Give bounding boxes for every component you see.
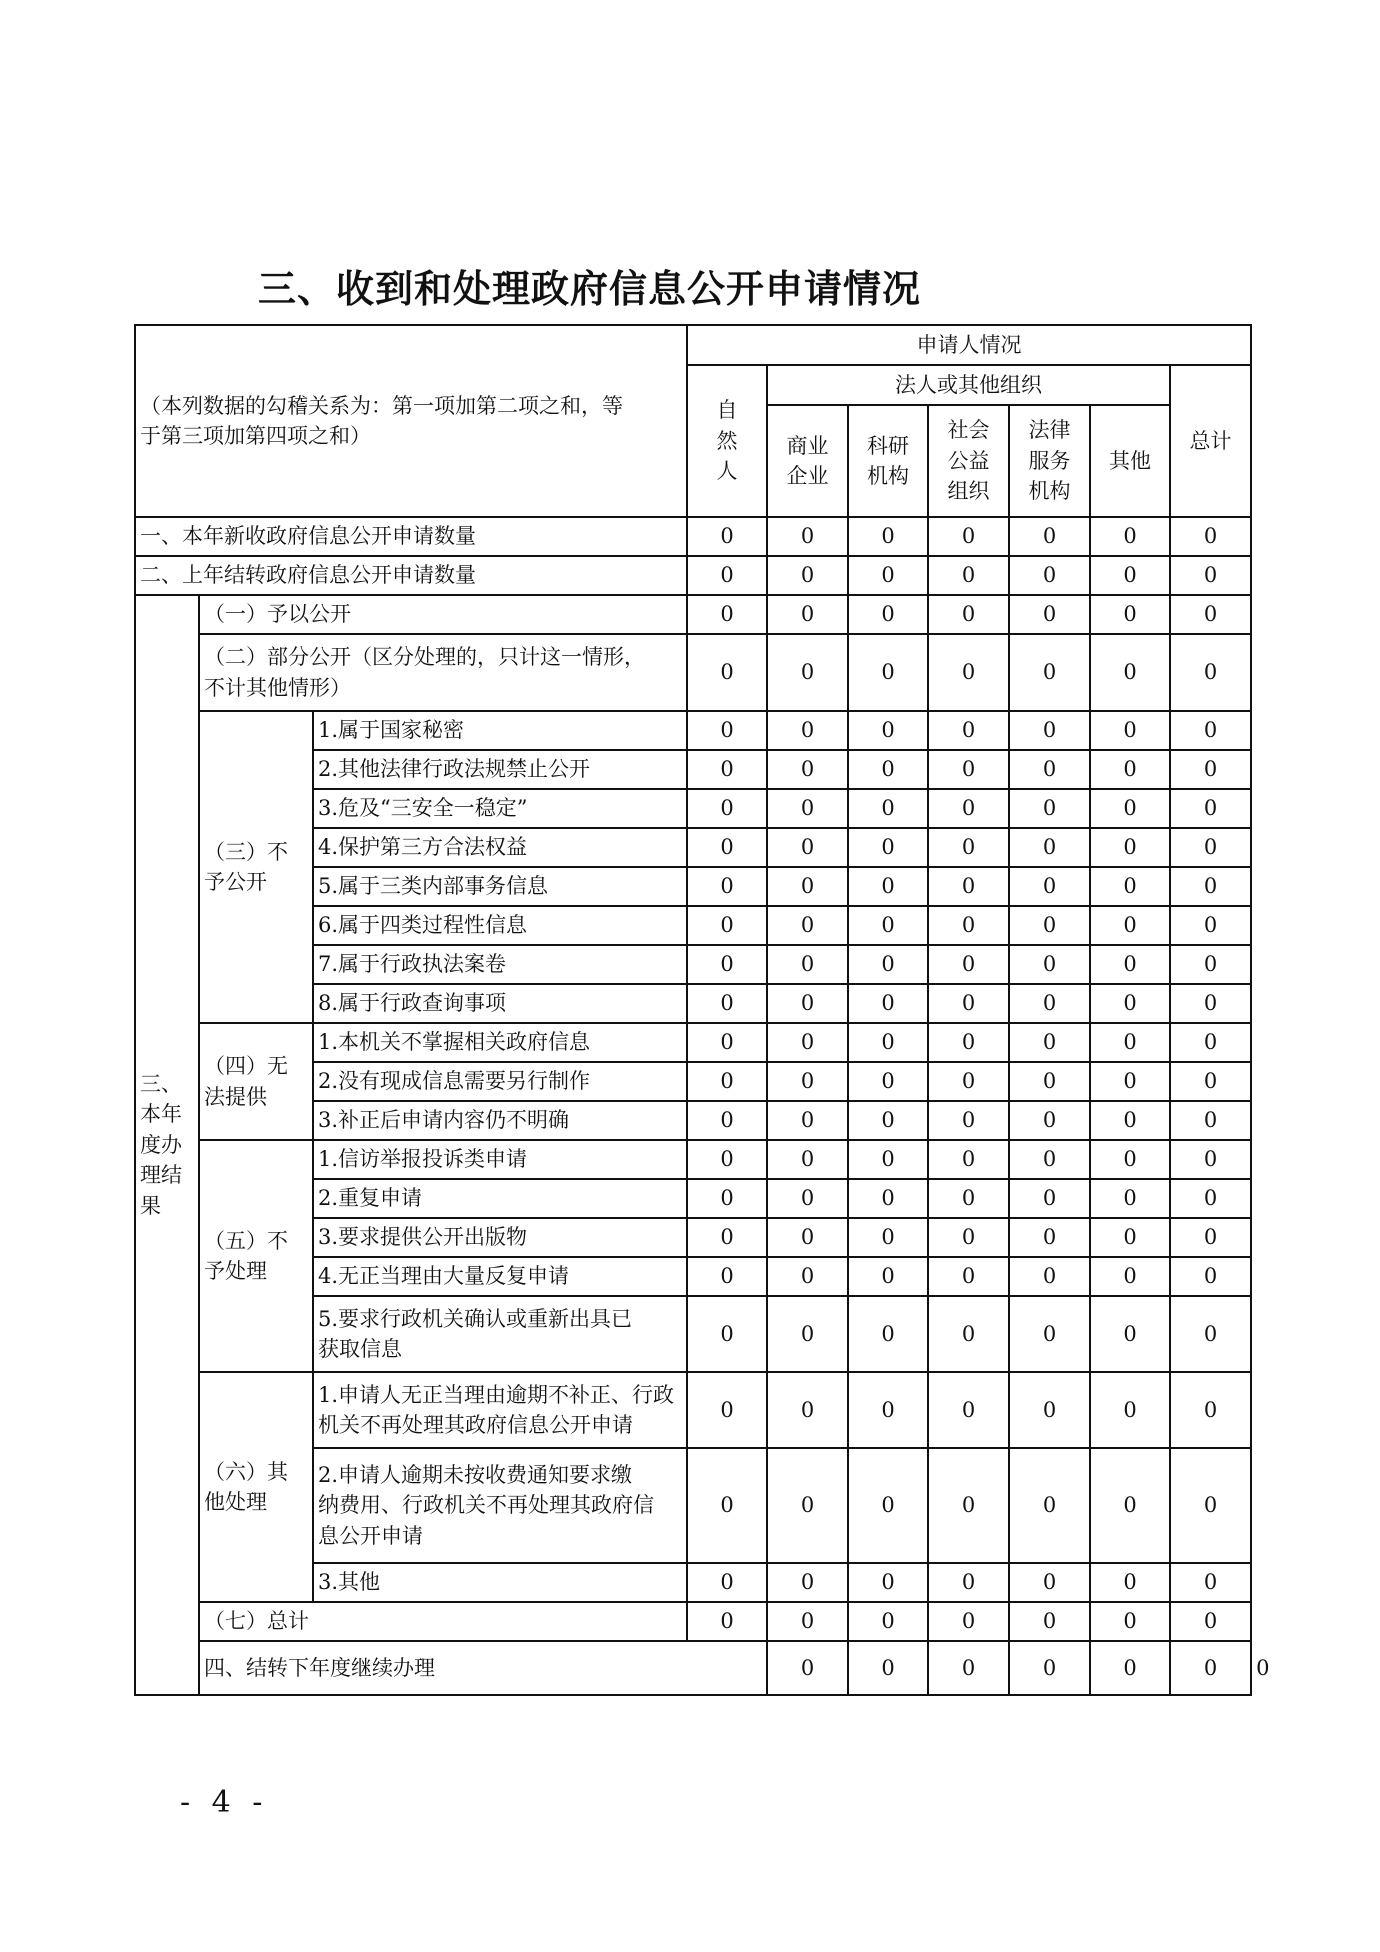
cell: 0	[928, 1602, 1009, 1641]
cell: 0	[767, 1101, 848, 1140]
cell: 0	[1009, 711, 1090, 750]
cell: 0	[1090, 789, 1170, 828]
cell: 0	[848, 1602, 928, 1641]
group-5-item: 5.要求行政机关确认或重新出具已 获取信息	[313, 1296, 687, 1372]
cell: 0	[1170, 595, 1251, 634]
cell: 0	[1009, 1140, 1090, 1179]
cell: 0	[848, 1296, 928, 1372]
cell: 0	[928, 1023, 1009, 1062]
cell: 0	[1090, 1101, 1170, 1140]
group-5-label: （五）不 予处理	[199, 1140, 313, 1372]
cell: 0	[767, 1372, 848, 1448]
cell: 0	[928, 1140, 1009, 1179]
cell: 0	[687, 1372, 767, 1448]
cell: 0	[687, 711, 767, 750]
cell: 0	[767, 1062, 848, 1101]
cell: 0	[767, 517, 848, 556]
row-label-new: 一、本年新收政府信息公开申请数量	[135, 517, 687, 556]
group-4-label: （四）无 法提供	[199, 1023, 313, 1140]
cell: 0	[1170, 517, 1251, 556]
cell: 0	[928, 1641, 1009, 1695]
cell: 0	[1170, 1140, 1251, 1179]
cell: 0	[1090, 517, 1170, 556]
cell: 0	[928, 517, 1009, 556]
group-3-item: 6.属于四类过程性信息	[313, 906, 687, 945]
group-2-label: （二）部分公开（区分处理的，只计这一情形， 不计其他情形）	[199, 634, 687, 711]
cell: 0	[928, 1179, 1009, 1218]
cell: 0	[928, 1101, 1009, 1140]
cell: 0	[1090, 1179, 1170, 1218]
group-3-item: 3.危及“三安全一稳定”	[313, 789, 687, 828]
cell: 0	[1090, 556, 1170, 595]
cell: 0	[1170, 750, 1251, 789]
cell: 0	[1009, 1372, 1090, 1448]
cell: 0	[1009, 828, 1090, 867]
cell: 0	[848, 1372, 928, 1448]
cell: 0	[928, 945, 1009, 984]
cell: 0	[1090, 906, 1170, 945]
cell: 0	[687, 1218, 767, 1257]
cell: 0	[1090, 1218, 1170, 1257]
cell: 0	[687, 1023, 767, 1062]
cell: 0	[687, 1296, 767, 1372]
header-social: 社会 公益 组织	[928, 405, 1009, 517]
group-1-label: （一）予以公开	[199, 595, 687, 634]
cell: 0	[848, 1140, 928, 1179]
cell: 0	[1090, 984, 1170, 1023]
cell: 0	[848, 750, 928, 789]
cell: 0	[767, 595, 848, 634]
cell: 0	[928, 1372, 1009, 1448]
cell: 0	[928, 984, 1009, 1023]
cell: 0	[848, 867, 928, 906]
cell: 0	[1090, 595, 1170, 634]
cell: 0	[767, 945, 848, 984]
cell: 0	[767, 1023, 848, 1062]
cell: 0	[687, 1101, 767, 1140]
cell: 0	[928, 1448, 1009, 1563]
cell: 0	[1170, 1257, 1251, 1296]
cell: 0	[1090, 634, 1170, 711]
cell: 0	[848, 1062, 928, 1101]
cell: 0	[848, 1563, 928, 1602]
header-legal-org: 法人或其他组织	[767, 365, 1170, 405]
cell: 0	[1170, 1296, 1251, 1372]
cell: 0	[767, 867, 848, 906]
cell: 0	[928, 1062, 1009, 1101]
cell: 0	[928, 595, 1009, 634]
cell: 0	[1009, 906, 1090, 945]
header-natural-person: 自 然 人	[687, 365, 767, 517]
cell: 0	[848, 906, 928, 945]
cell: 0	[767, 1641, 848, 1695]
cell: 0	[848, 945, 928, 984]
cell: 0	[1090, 1641, 1170, 1695]
cell: 0	[687, 945, 767, 984]
cell: 0	[1009, 1448, 1090, 1563]
cell: 0	[1170, 1218, 1251, 1257]
cell: 0	[848, 789, 928, 828]
cell: 0	[687, 828, 767, 867]
cell: 0	[1090, 1062, 1170, 1101]
cell: 0	[928, 1257, 1009, 1296]
cell: 0	[1009, 1101, 1090, 1140]
cell: 0	[1170, 1602, 1251, 1641]
cell: 0	[848, 1218, 928, 1257]
cell: 0	[1009, 1257, 1090, 1296]
page-number: - 4 -	[180, 1785, 269, 1820]
group-6-label: （六）其 他处理	[199, 1372, 313, 1602]
cell: 0	[767, 1218, 848, 1257]
cell: 0	[848, 1448, 928, 1563]
cell: 0	[767, 634, 848, 711]
cell: 0	[687, 1062, 767, 1101]
cell: 0	[1009, 517, 1090, 556]
cell: 0	[928, 1296, 1009, 1372]
cell: 0	[1090, 828, 1170, 867]
cell: 0	[1170, 1641, 1251, 1695]
row-label-carryover: 二、上年结转政府信息公开申请数量	[135, 556, 687, 595]
cell: 0	[767, 1257, 848, 1296]
group-7-label: （七）总计	[199, 1602, 687, 1641]
cell: 0	[687, 906, 767, 945]
group-4-item: 1.本机关不掌握相关政府信息	[313, 1023, 687, 1062]
page-title: 三、收到和处理政府信息公开申请情况	[258, 267, 922, 311]
cell: 0	[928, 1563, 1009, 1602]
cell: 0	[1090, 1448, 1170, 1563]
cell: 0	[687, 1140, 767, 1179]
cell: 0	[1009, 867, 1090, 906]
group-3-item: 2.其他法律行政法规禁止公开	[313, 750, 687, 789]
cell: 0	[767, 906, 848, 945]
cell: 0	[1009, 1218, 1090, 1257]
cell: 0	[928, 789, 1009, 828]
cell: 0	[1009, 945, 1090, 984]
cell: 0	[687, 1602, 767, 1641]
cell: 0	[1009, 556, 1090, 595]
group-3-item: 4.保护第三方合法权益	[313, 828, 687, 867]
cell: 0	[1170, 634, 1251, 711]
cell: 0	[928, 556, 1009, 595]
header-applicant: 申请人情况	[687, 325, 1251, 365]
cell: 0	[767, 1602, 848, 1641]
cell: 0	[767, 789, 848, 828]
cell: 0	[687, 1563, 767, 1602]
application-stats-table: （本列数据的勾稽关系为：第一项加第二项之和，等 于第三项加第四项之和） 申请人情况 自 然 人 法人或其他组织 总计 商业 企业 科研 机构 社会 公益 组织 法律 服务 机构 其他 一、本年新收政府信息公开申请数量 0 0 0 0 0 0 0 二、上年结转政府信息公开申请数量 0 0 0 0 0 0 0 三、 本年 度办 理结 果 （一）予以公开 0 0 0 0 0 0 0 （二）部分公开（区分处理的，只计这一情形， 不计其他情形） 0 0 0 0 0 0 0 （三）不 予公开 1.属于国家秘密 0 0 0 0 0 0 0 2.其他法律行政法规禁止公开 0 0 0 0 0 0 0 3.危及“三安全一稳定” 0 0 0 0 0 0 0 4.保护第三方合法权益 0 0 0 0 0 0 0 5.属于三类内部事务信息 0 0 0 0 0 0 0 6.属于四类过程性信息 0 0 0 0 0 0 0 7.属于行政执法案卷 0 0 0 0 0 0 0 8.属于行政查询事项 0 0 0 0 0 0 0 （四）无 法提供 1.本机关不掌握相关政府信息 0 0 0 0 0 0 0 2.没有现成信息需要另行制作 0 0 0 0 0 0 0 3.补正后申请内容仍不明确 0 0 0 0 0 0 0 （五）不 予处理 1.信访举报投诉类申请 0 0 0 0 0 0 0 2.重复申请 0 0 0 0 0 0 0 3.要求提供公开出版物 0 0 0 0 0 0 0 4.无正当理由大量反复申请 0 0 0 0 0 0 0 5.要求行政机关确认或重新出具已 获取信息 0 0 0 0 0 0 0 （六）其 他处理 1.申请人无正当理由逾期不补正、行政 机关不再处理其政府信息公开申请 0 0 0 0 0 0 0 2.申请人逾期未按收费通知要求缴 纳费用、行政机关不再处理其政府信 息公开申请 0 0 0 0 0 0 0 3.其他 0 0 0 0 0 0 0 （七）总计 0 0 0 0 0 0 0 四、结转下年度继续办理 0 0 0 0 0 0 0	[134, 324, 1252, 1696]
cell: 0	[1170, 711, 1251, 750]
group-5-item: 3.要求提供公开出版物	[313, 1218, 687, 1257]
header-business: 商业 企业	[767, 405, 848, 517]
cell: 0	[1170, 1023, 1251, 1062]
cell: 0	[1170, 1179, 1251, 1218]
header-note: （本列数据的勾稽关系为：第一项加第二项之和，等 于第三项加第四项之和）	[135, 325, 687, 517]
header-total: 总计	[1170, 365, 1251, 517]
cell: 0	[1170, 906, 1251, 945]
cell: 0	[767, 828, 848, 867]
cell: 0	[848, 1257, 928, 1296]
cell: 0	[1090, 1296, 1170, 1372]
cell: 0	[767, 1563, 848, 1602]
cell: 0	[767, 556, 848, 595]
cell: 0	[1090, 750, 1170, 789]
header-other: 其他	[1090, 405, 1170, 517]
cell: 0	[1170, 984, 1251, 1023]
cell: 0	[687, 984, 767, 1023]
cell: 0	[1090, 1257, 1170, 1296]
cell: 0	[767, 1179, 848, 1218]
cell: 0	[1170, 789, 1251, 828]
group-6-item: 3.其他	[313, 1563, 687, 1602]
cell: 0	[767, 1448, 848, 1563]
cell: 0	[1170, 867, 1251, 906]
cell: 0	[687, 595, 767, 634]
cell: 0	[1009, 750, 1090, 789]
cell: 0	[687, 634, 767, 711]
cell: 0	[767, 711, 848, 750]
cell: 0	[1170, 1101, 1251, 1140]
cell: 0	[1009, 984, 1090, 1023]
cell: 0	[928, 906, 1009, 945]
group-5-item: 2.重复申请	[313, 1179, 687, 1218]
cell: 0	[687, 1257, 767, 1296]
cell: 0	[1170, 945, 1251, 984]
cell: 0	[1009, 634, 1090, 711]
group-4-item: 2.没有现成信息需要另行制作	[313, 1062, 687, 1101]
group-4-item: 3.补正后申请内容仍不明确	[313, 1101, 687, 1140]
group-5-item: 1.信访举报投诉类申请	[313, 1140, 687, 1179]
cell: 0	[687, 1179, 767, 1218]
cell: 0	[1090, 867, 1170, 906]
cell: 0	[1170, 1372, 1251, 1448]
row-label-next-year: 四、结转下年度继续办理	[199, 1641, 767, 1695]
header-legal-service: 法律 服务 机构	[1009, 405, 1090, 517]
cell: 0	[1009, 1296, 1090, 1372]
group-3-label: （三）不 予公开	[199, 711, 313, 1023]
cell: 0	[848, 1101, 928, 1140]
group-3-item: 1.属于国家秘密	[313, 711, 687, 750]
cell: 0	[928, 1218, 1009, 1257]
cell: 0	[687, 789, 767, 828]
cell: 0	[687, 1448, 767, 1563]
cell: 0	[1009, 1602, 1090, 1641]
group-6-item: 2.申请人逾期未按收费通知要求缴 纳费用、行政机关不再处理其政府信 息公开申请	[313, 1448, 687, 1563]
cell: 0	[848, 984, 928, 1023]
cell: 0	[848, 711, 928, 750]
cell: 0	[848, 1179, 928, 1218]
cell: 0	[1009, 1563, 1090, 1602]
cell: 0	[1009, 1062, 1090, 1101]
cell: 0	[1090, 1023, 1170, 1062]
cell: 0	[1009, 1023, 1090, 1062]
group-3-item: 7.属于行政执法案卷	[313, 945, 687, 984]
cell: 0	[767, 1140, 848, 1179]
cell: 0	[1009, 595, 1090, 634]
cell: 0	[1090, 945, 1170, 984]
cell: 0	[1009, 1641, 1090, 1695]
cell: 0	[687, 867, 767, 906]
cell: 0	[1090, 1602, 1170, 1641]
group-3-item: 8.属于行政查询事项	[313, 984, 687, 1023]
cell: 0	[848, 517, 928, 556]
cell: 0	[1090, 1372, 1170, 1448]
cell: 0	[687, 517, 767, 556]
cell: 0	[1090, 1140, 1170, 1179]
cell: 0	[767, 1296, 848, 1372]
cell: 0	[928, 750, 1009, 789]
cell: 0	[928, 828, 1009, 867]
cell: 0	[767, 750, 848, 789]
cell: 0	[928, 711, 1009, 750]
cell: 0	[928, 867, 1009, 906]
cell: 0	[1170, 556, 1251, 595]
cell: 0	[1009, 789, 1090, 828]
cell: 0	[848, 634, 928, 711]
cell: 0	[1170, 1062, 1251, 1101]
cell: 0	[1170, 1563, 1251, 1602]
group-6-item: 1.申请人无正当理由逾期不补正、行政 机关不再处理其政府信息公开申请	[313, 1372, 687, 1448]
group-3-item: 5.属于三类内部事务信息	[313, 867, 687, 906]
section-3-label: 三、 本年 度办 理结 果	[135, 595, 199, 1695]
cell: 0	[848, 1641, 928, 1695]
cell: 0	[848, 595, 928, 634]
group-5-item: 4.无正当理由大量反复申请	[313, 1257, 687, 1296]
cell: 0	[1170, 1448, 1251, 1563]
cell: 0	[928, 634, 1009, 711]
cell: 0	[848, 828, 928, 867]
cell: 0	[687, 750, 767, 789]
cell: 0	[1009, 1179, 1090, 1218]
cell: 0	[767, 984, 848, 1023]
header-research: 科研 机构	[848, 405, 928, 517]
cell: 0	[848, 1023, 928, 1062]
cell: 0	[1090, 1563, 1170, 1602]
cell: 0	[848, 556, 928, 595]
cell: 0	[1170, 828, 1251, 867]
cell: 0	[687, 556, 767, 595]
cell: 0	[1090, 711, 1170, 750]
